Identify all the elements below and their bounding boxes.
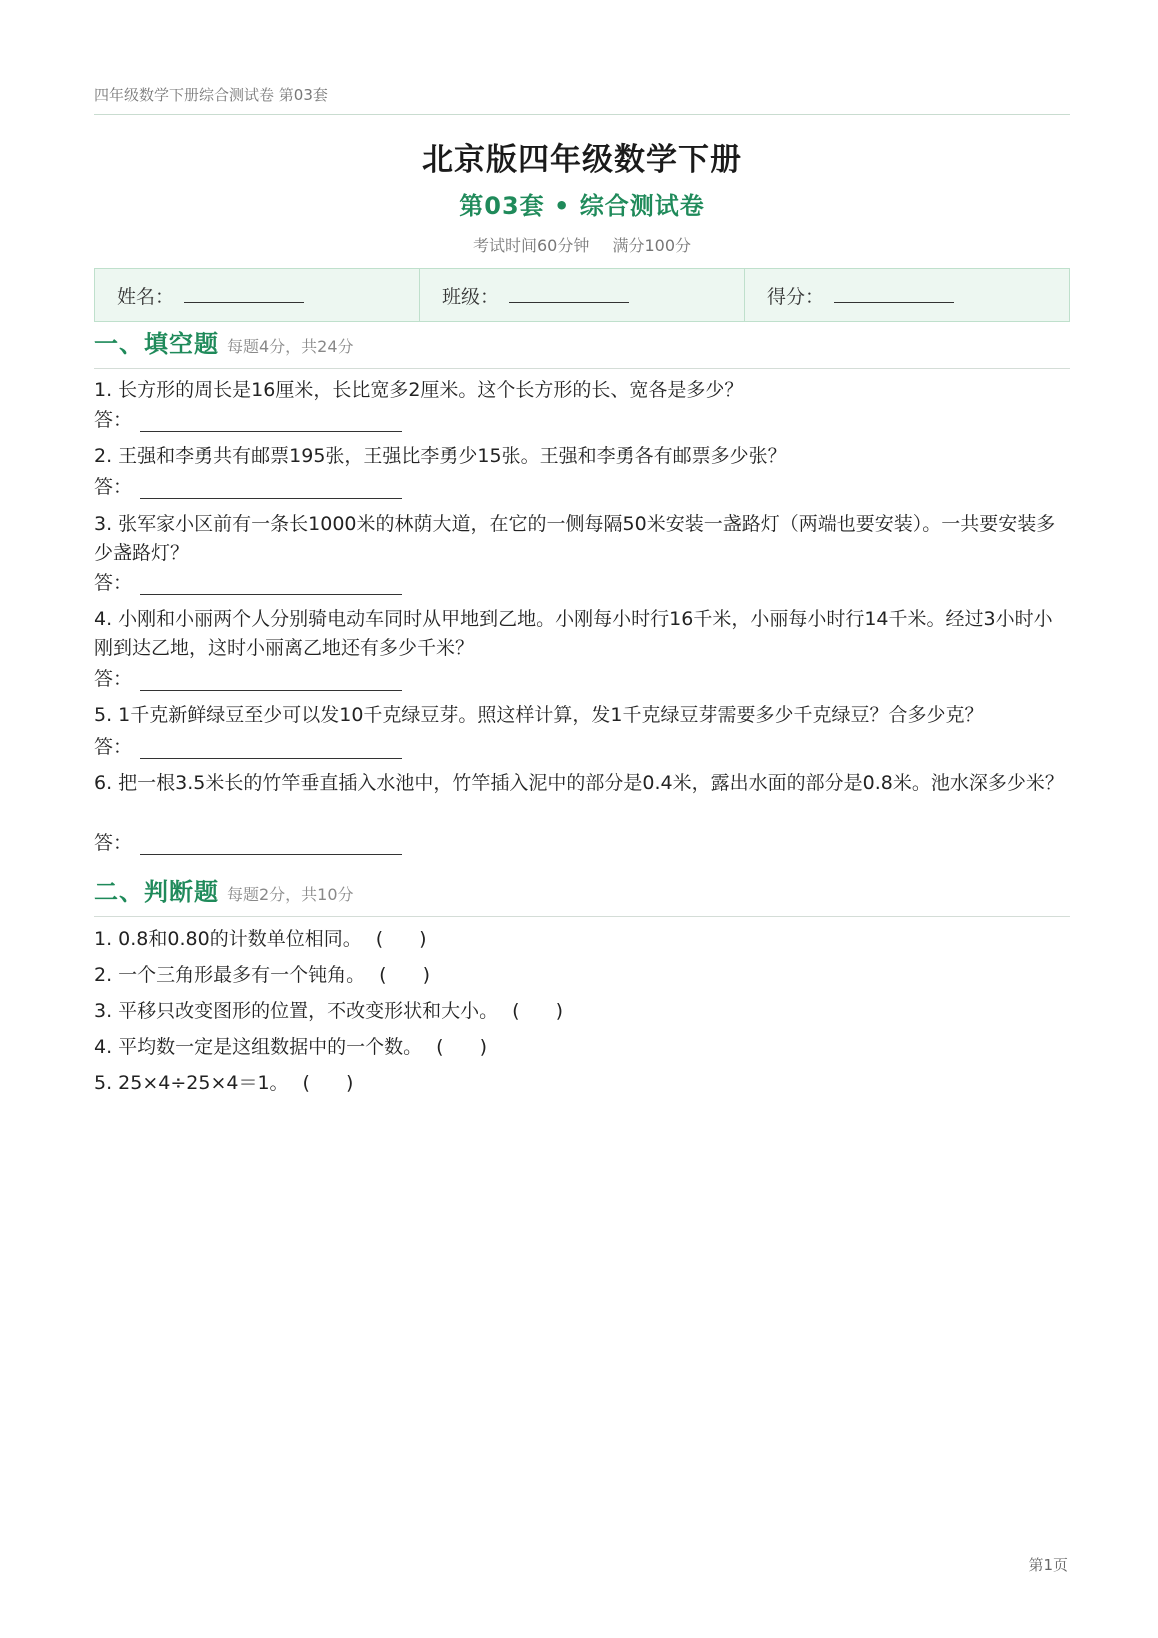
section1-note: 每题4分，共24分 [227,337,354,356]
section2-divider [94,916,1070,917]
open-paren: ( [512,1000,520,1022]
answer-line-6 [94,828,402,855]
section1-title: 一、填空题 [94,330,219,358]
judge-question-1 [94,924,427,951]
running-header: 四年级数学下册综合测试卷 第03套 [94,86,328,104]
answer-label: 答： [94,572,133,594]
section1-divider [94,368,1070,369]
answer-line-1 [94,405,402,432]
name-field [95,269,420,321]
answer-blank-4[interactable] [140,670,402,691]
section1-heading [94,324,1070,359]
exam-page [94,0,1070,1638]
class-field [420,269,745,321]
fill-question-6: 6. 把一根3.5米长的竹竿垂直插入水池中，竹竿插入泥中的部分是0.4米，露出水面的部分是0.8米。池水深多少米？ [94,772,1064,794]
open-paren: ( [302,1072,310,1094]
answer-line-5 [94,732,402,759]
close-paren: ) [479,1036,488,1058]
answer-blank-2[interactable] [140,478,402,499]
header-divider [94,114,1070,115]
exam-full-score: 满分100分 [612,236,691,255]
class-blank[interactable] [509,288,629,303]
open-paren: ( [436,1036,444,1058]
score-field [745,269,1069,321]
judge-answer-paren[interactable] [436,1036,487,1058]
section2-note: 每题2分，共10分 [227,885,354,904]
judge-question-5 [94,1068,353,1095]
answer-label: 答： [94,832,133,854]
fill-question-4: 4. 小刚和小丽两个人分别骑电动车同时从甲地到乙地。小刚每小时行16千米，小丽每小时行14千米。经过3小时小刚到达乙地，这时小丽离乙地还有多少千米？ [94,608,1053,659]
fill-question-3: 3. 张军家小区前有一条长1000米的林荫大道，在它的一侧每隔50米安装一盏路灯（两端也要安装）。一共要安装多少盏路灯？ [94,513,1056,564]
answer-blank-5[interactable] [140,738,402,759]
judge-question-text: 3. 平移只改变图形的位置，不改变形状和大小。 [94,1000,499,1022]
close-paren: ) [422,964,431,986]
answer-label: 答： [94,476,133,498]
judge-answer-paren[interactable] [376,928,427,950]
sub-title: 第03套 • 综合测试卷 [459,192,705,220]
answer-blank-1[interactable] [140,411,402,432]
close-paren: ) [419,928,427,950]
answer-label: 答： [94,409,133,431]
close-paren: ) [345,1072,354,1094]
answer-line-4 [94,664,402,691]
fill-question-2: 2. 王强和李勇共有邮票195张，王强比李勇少15张。王强和李勇各有邮票多少张？ [94,445,787,467]
judge-question-2 [94,960,430,987]
answer-label: 答： [94,736,133,758]
judge-answer-paren[interactable] [512,1000,563,1022]
score-label: 得分： [767,285,825,308]
main-title: 北京版四年级数学下册 [422,142,742,178]
judge-question-3 [94,996,563,1023]
judge-answer-paren[interactable] [379,964,430,986]
section2-heading [94,872,1070,907]
exam-time: 考试时间60分钟 [472,236,590,255]
page-number: 第1页 [1028,1556,1068,1574]
name-blank[interactable] [184,288,304,303]
score-blank[interactable] [834,288,954,303]
name-label: 姓名： [117,285,175,308]
student-info-box [94,268,1070,322]
judge-question-text: 1. 0.8和0.80的计数单位相同。 [94,928,362,950]
open-paren: ( [375,928,384,950]
judge-question-text: 5. 25×4÷25×4＝1。 [94,1072,289,1094]
section2-title: 二、判断题 [94,878,219,906]
judge-answer-paren[interactable] [303,1072,354,1094]
fill-question-1: 1. 长方形的周长是16厘米，长比宽多2厘米。这个长方形的长、宽各是多少？ [94,379,744,401]
judge-question-text: 2. 一个三角形最多有一个钝角。 [94,964,366,986]
class-label: 班级： [442,285,500,308]
judge-question-4 [94,1032,487,1059]
answer-blank-6[interactable] [140,834,402,855]
close-paren: ) [555,1000,564,1022]
judge-question-text: 4. 平均数一定是这组数据中的一个数。 [94,1036,423,1058]
answer-label: 答： [94,668,133,690]
exam-info [94,233,1070,256]
answer-line-3 [94,568,402,595]
fill-question-5: 5. 1千克新鲜绿豆至少可以发10千克绿豆芽。照这样计算，发1千克绿豆芽需要多少千克绿豆？合多少克？ [94,704,984,726]
answer-line-2 [94,472,402,499]
open-paren: ( [379,964,387,986]
answer-blank-3[interactable] [140,574,402,595]
